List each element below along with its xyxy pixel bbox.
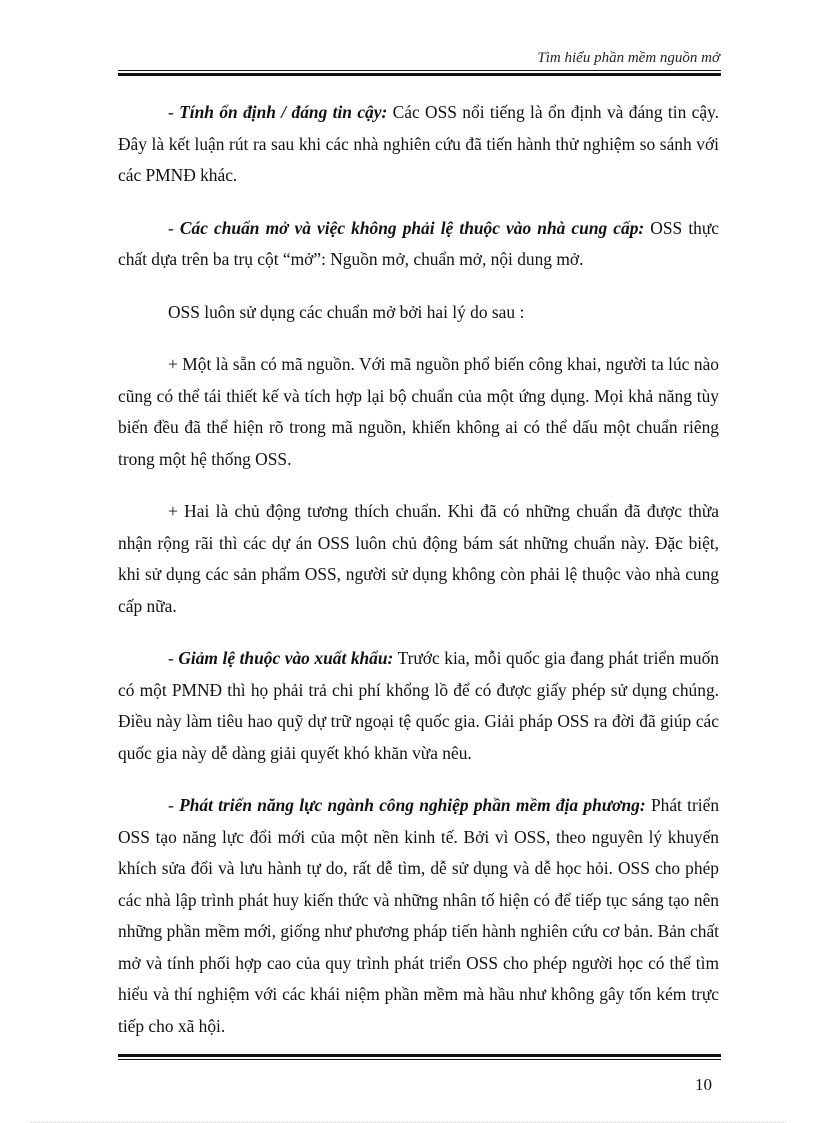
paragraph-two-reasons bbox=[118, 297, 719, 329]
term-open-standards: Các chuẩn mở và việc không phải lệ thuộc vào nhà cung cấp: bbox=[179, 217, 645, 238]
document-body bbox=[118, 97, 719, 1063]
paragraph-reason-one bbox=[118, 349, 719, 475]
paragraph-text: OSS luôn sử dụng các chuẩn mở bởi hai lý do sau : bbox=[168, 301, 525, 322]
paragraph-text: Phát triển OSS tạo năng lực đổi mới của một nền kinh tế. Bởi vì OSS, theo nguyên lý khuyến khích sửa đổi và lưu hành tự do, rất dễ tìm, dễ sử dụng và dễ học hỏi. OSS cho phép các nhà lập trình phát huy kiến thức và những nhân tố hiện có để tiếp tục sáng tạo nên những phần mềm mới, giống như phương pháp tiến hành nghiên cứu cơ bản. Bản chất mở và tính phối hợp cao của quy trình phát triển OSS cho phép người học có thể tìm hiểu và thí nghiệm với các khái niệm phần mềm mà hầu như không gây tốn kém trực tiếp cho xã hội. bbox=[118, 795, 720, 1036]
paragraph-lead: - bbox=[168, 102, 180, 122]
term-local-industry: Phát triển năng lực ngành công nghiệp phần mềm địa phương: bbox=[179, 795, 646, 815]
paragraph-text: Trước kia, mỗi quốc gia đang phát triển muốn có một PMNĐ thì họ phải trả chi phí khổng lồ để có được giấy phép sử dụng chúng. Điều này làm tiêu hao quỹ dự trữ ngoại tệ quốc gia. Giải pháp OSS ra đời đã giúp các quốc gia này dễ dàng giải quyết khó khăn vừa nêu. bbox=[118, 648, 719, 763]
footer-rule-thick bbox=[118, 1054, 721, 1057]
paragraph-lead: - bbox=[168, 217, 180, 238]
paragraph-stability bbox=[118, 97, 719, 192]
page-number: 10 bbox=[695, 1075, 712, 1094]
paragraph-text: OSS thực chất dựa trên ba trụ cột “mở”: Nguồn mở, chuẩn mở, nội dung mở. bbox=[118, 217, 719, 269]
paragraph-text: + Một là sẵn có mã nguồn. Với mã nguồn phổ biến công khai, người ta lúc nào cũng có thể tái thiết kế và tích hợp lại bộ chuẩn của một ứng dụng. Mọi khả năng tùy biến đều đã thể hiện rõ trong mã nguồn, khiến không ai có thể dấu một chuẩn riêng trong một hệ thống OSS. bbox=[118, 354, 719, 469]
paragraph-reduce-dependence bbox=[118, 643, 719, 769]
paragraph-open-standards bbox=[118, 213, 719, 276]
running-header-title: Tìm hiểu phần mềm nguồn mở bbox=[537, 50, 720, 66]
paragraph-local-industry bbox=[118, 790, 719, 1042]
paragraph-lead: - bbox=[168, 648, 179, 668]
paragraph-reason-two bbox=[118, 496, 719, 622]
header-rule-thin bbox=[118, 70, 721, 71]
term-reduce-dependence: Giảm lệ thuộc vào xuất khẩu: bbox=[178, 648, 394, 668]
header-rule-thick bbox=[118, 73, 721, 76]
term-stability: Tính ổn định / đáng tin cậy: bbox=[179, 102, 388, 122]
paragraph-text: Các OSS nổi tiếng là ổn định và đáng tin cậy. Đây là kết luận rút ra sau khi các nhà nghiên cứu đã tiến hành thử nghiệm so sánh với các PMNĐ khác. bbox=[118, 102, 720, 185]
paragraph-lead: - bbox=[168, 795, 180, 815]
paragraph-text: + Hai là chủ động tương thích chuẩn. Khi đã có những chuẩn đã được thừa nhận rộng rãi thì các dự án OSS luôn chủ động bám sát những chuẩn này. Đặc biệt, khi sử dụng các sản phẩm OSS, người sử dụng không còn phải lệ thuộc vào nhà cung cấp nữa. bbox=[118, 501, 719, 616]
footer-rule-thin bbox=[118, 1059, 721, 1060]
